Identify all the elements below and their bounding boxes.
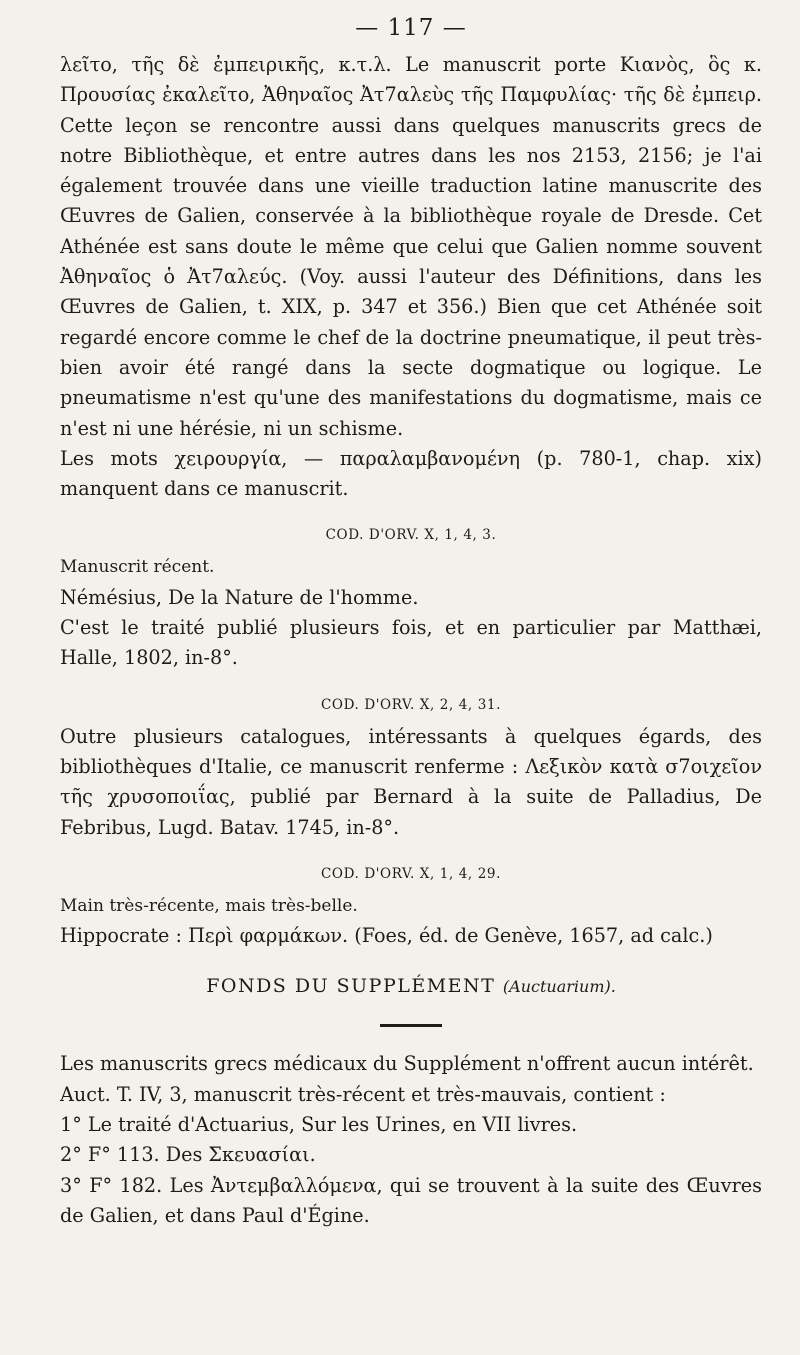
- section-title-text: FONDS DU SUPPLÉMENT: [206, 975, 496, 998]
- entry-3-line-1: Main très-récente, mais très-belle.: [60, 895, 358, 916]
- supplement-item-2: 2° F° 113. Des Σκευασίαι.: [60, 1143, 316, 1167]
- supplement-intro: Les manuscrits grecs médicaux du Supplément n'offrent aucun intérêt.: [60, 1052, 754, 1076]
- supplement-auct: Auct. T. IV, 3, manuscrit très-récent et très-mauvais, contient :: [60, 1082, 666, 1106]
- supplement-item-3: 3° F° 182. Les Ἀντεμβαλλόμενα, qui se trouvent à la suite des Œuvres de Galien, et dans Paul d'Égine.: [60, 1173, 762, 1227]
- entry-1-line-2: Némésius, De la Nature de l'homme.: [60, 585, 419, 609]
- page-number: — 117 —: [355, 15, 467, 41]
- entry-1-line-3: C'est le traité publié plusieurs fois, et en particulier par Matthæi, Halle, 1802, in-8°.: [60, 616, 762, 670]
- entry-3-line-2: Hippocrate : Περὶ φαρμάκων. (Foes, éd. de Genève, 1657, ad calc.): [60, 924, 713, 948]
- section-subtitle: (Auctuarium).: [502, 977, 616, 997]
- entry-heading-3: COD. D'ORV. X, 1, 4, 29.: [321, 865, 501, 882]
- supplement-item-1: 1° Le traité d'Actuarius, Sur les Urines, en VII livres.: [60, 1113, 578, 1137]
- section-title: [60, 971, 762, 1002]
- entry-heading-1: COD. D'ORV. X, 1, 4, 3.: [325, 527, 497, 544]
- entry-2-line-1: Outre plusieurs catalogues, intéressants à quelques égards, des bibliothèques d'Italie, ce manuscrit renferme : Λεξικὸν κατὰ σ7οιχεῖον τῆς χρυσοποιΐας, publié par Bernard à la suite de Palladius, De Febribus, Lugd. Batav. 1745, in-8°.: [60, 724, 762, 839]
- section-divider: [380, 1024, 442, 1027]
- entry-heading-2: COD. D'ORV. X, 2, 4, 31.: [321, 696, 501, 713]
- paragraph-athenee: λεῖτο, τῆς δὲ ἐμπειρικῆς, κ.τ.λ. Le manuscrit porte Κιανὸς, ὃς κ. Προυσίας ἐκαλεῖτο, Ἀθηναῖος Ἀτ7αλεὺς τῆς Παμφυλίας· τῆς δὲ ἐμπειρ. Cette leçon se rencontre aussi dans quelques manuscrits grecs de notre Bibliothèque, et entre autres dans les nos 2153, 2156; je l'ai également trouvée dans une vieille traduction latine manuscrite des Œuvres de Galien, conservée à la bibliothèque royale de Dresde. Cet Athénée est sans doute le même que celui que Galien nomme souvent Ἀθηναῖος ὁ Ἀτ7αλεύς. (Voy. aussi l'auteur des Définitions, dans les Œuvres de Galien, t. XIX, p. 347 et 356.) Bien que cet Athénée soit regardé encore comme le chef de la doctrine pneumatique, il peut très-bien avoir été rangé dans la secte dogmatique ou logique. Le pneumatisme n'est qu'une des manifestations du dogmatisme, mais ce n'est ni une hérésie, ni un schisme.: [60, 53, 762, 440]
- paragraph-missing-words: Les mots χειρουργία, — παραλαμβανομένη (p. 780-1, chap. xix) manquent dans ce manuscrit.: [60, 446, 762, 501]
- entry-1-line-1: Manuscrit récent.: [60, 557, 215, 578]
